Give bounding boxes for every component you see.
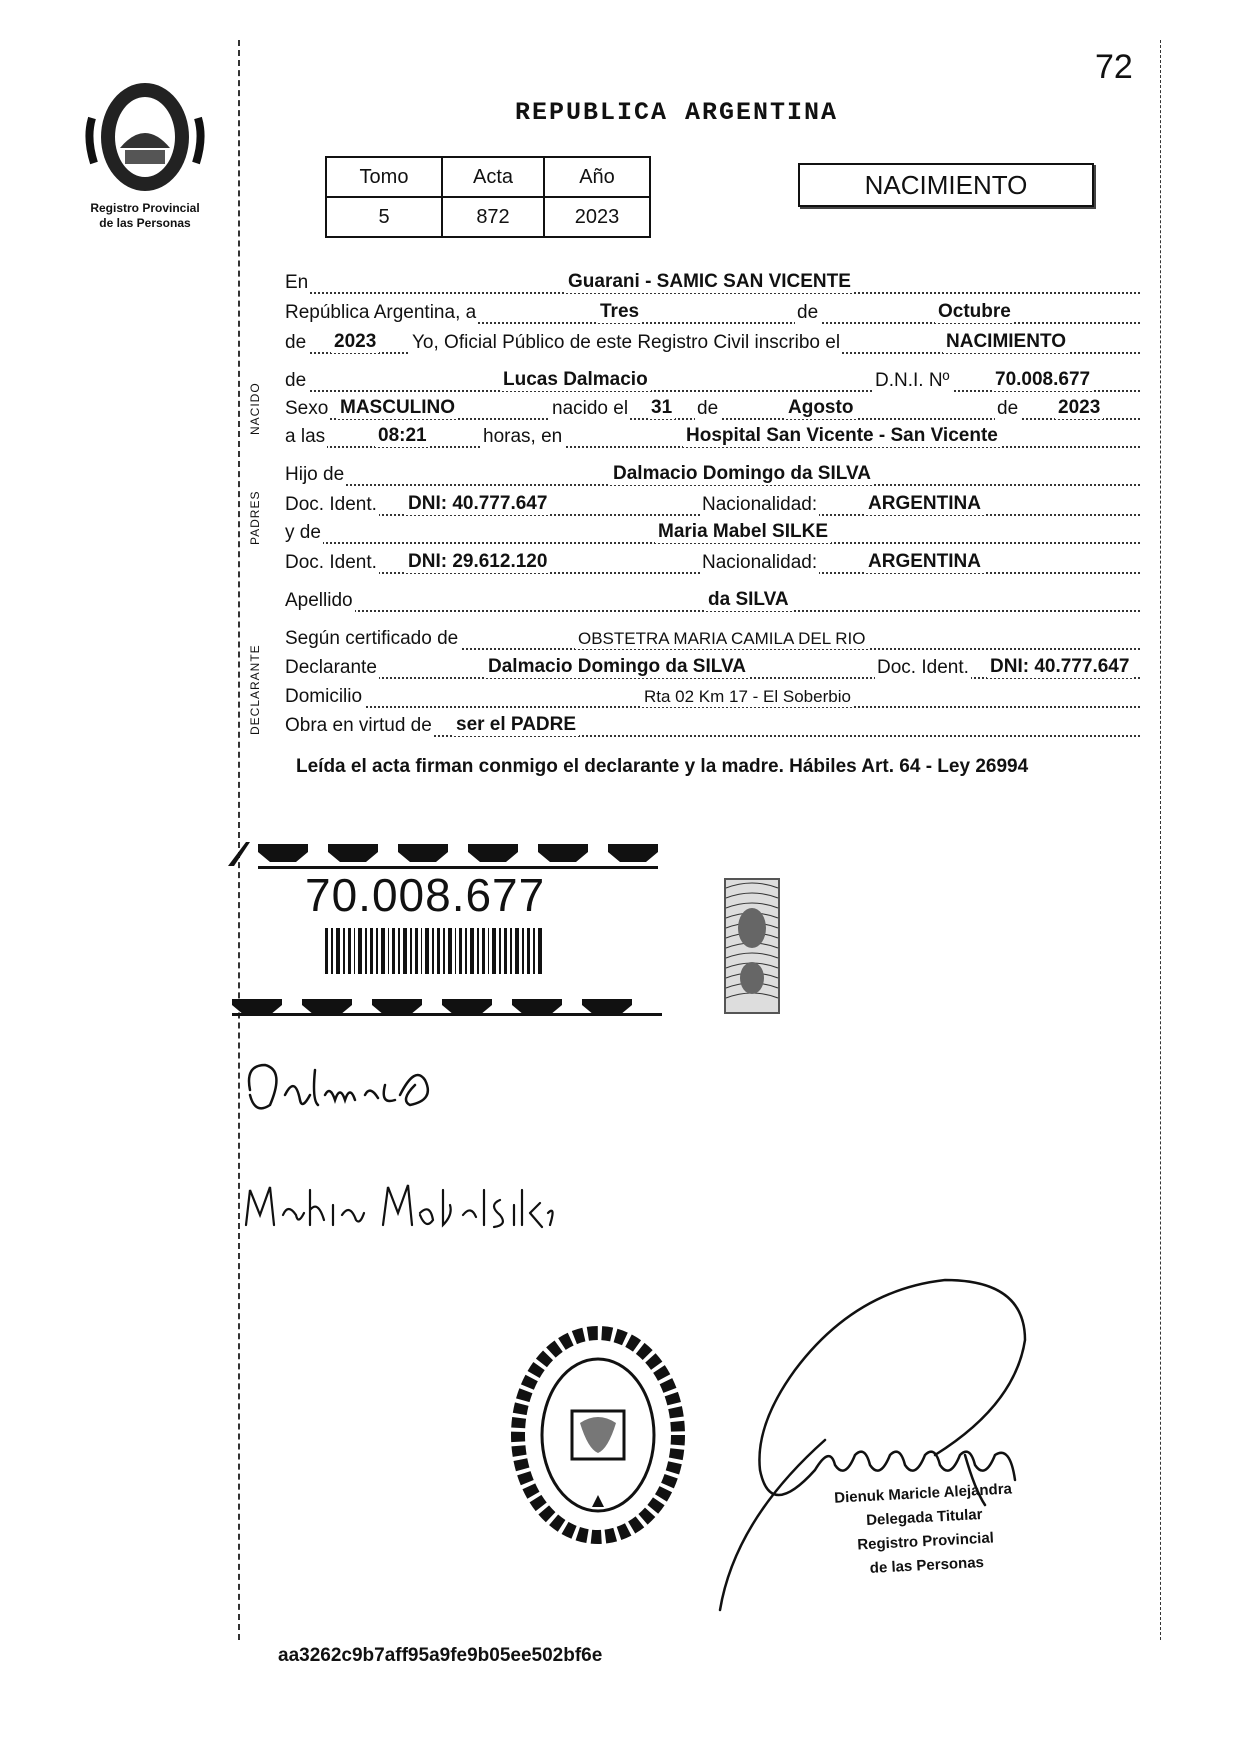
birth-day-value: 31 (648, 397, 675, 419)
declarant-value: Dalmacio Domingo da SILVA (485, 656, 749, 678)
record-type-box: NACIMIENTO (798, 163, 1094, 207)
tomo-value: 5 (326, 197, 442, 237)
table-header-acta: Acta (442, 157, 544, 197)
mother-name-value: Maria Mabel SILKE (655, 521, 831, 543)
child-dni-value: 70.008.677 (992, 369, 1093, 391)
decorative-border-top-icon (228, 838, 668, 870)
registry-logo (80, 78, 210, 228)
province-seal-icon (80, 78, 210, 196)
row-address: Domicilio Rta 02 Km 17 - El Soberbio (285, 682, 1140, 712)
row-place: En Guarani - SAMIC SAN VICENTE (285, 268, 1140, 298)
row-father-doc: Doc. Ident. DNI: 40.777.647 Nacionalidad: ARGENTINA (285, 490, 1140, 520)
declarant-doc-value: DNI: 40.777.647 (987, 656, 1132, 678)
registry-table (325, 156, 651, 238)
act-type-value: NACIMIENTO (943, 331, 1069, 353)
birth-time-value: 08:21 (375, 425, 430, 447)
row-certificate: Según certificado de OBSTETRA MARIA CAMILA DEL RIO (285, 624, 1140, 654)
father-name-value: Dalmacio Domingo da SILVA (610, 463, 874, 485)
year-written-value: 2023 (331, 331, 379, 353)
table-header-ano: Año (544, 157, 650, 197)
row-declarant: Declarante Dalmacio Domingo da SILVA Doc. Ident. DNI: 40.777.647 (285, 653, 1140, 683)
country-title: REPUBLICA ARGENTINA (515, 98, 839, 127)
row-virtue: Obra en virtud de ser el PADRE (285, 711, 1140, 741)
declarant-signature-icon (240, 1050, 490, 1120)
table-header-tomo: Tomo (326, 157, 442, 197)
right-border-line (1160, 40, 1161, 1640)
section-label-padres: PADRES (248, 490, 262, 545)
document-hash: aa3262c9b7aff95a9fe9b05ee502bf6e (278, 1645, 603, 1666)
sex-value: MASCULINO (337, 397, 458, 419)
official-role: Delegada Titular (865, 1505, 983, 1530)
birth-month-value: Agosto (785, 397, 856, 419)
child-name-value: Lucas Dalmacio (500, 369, 651, 391)
official-office-line1: Registro Provincial (856, 1529, 995, 1554)
birth-year-value: 2023 (1055, 397, 1103, 419)
row-date: República Argentina, a Tres de Octubre (285, 298, 1140, 328)
mother-nationality-value: ARGENTINA (865, 551, 984, 573)
section-label-nacido: NACIDO (248, 382, 262, 435)
page-number: 72 (1095, 48, 1133, 86)
month-written-value: Octubre (935, 301, 1014, 323)
day-written-value: Tres (597, 301, 642, 323)
id-label-number: 70.008.677 (305, 869, 546, 921)
certificate-value: OBSTETRA MARIA CAMILA DEL RIO (575, 629, 869, 649)
father-nationality-value: ARGENTINA (865, 493, 984, 515)
row-mother: y de Maria Mabel SILKE (285, 518, 1140, 548)
ano-value: 2023 (544, 197, 650, 237)
official-seal-icon (508, 1325, 688, 1545)
barcode-icon (325, 928, 545, 974)
father-doc-value: DNI: 40.777.647 (405, 493, 550, 515)
row-surname: Apellido da SILVA (285, 586, 1140, 616)
row-mother-doc: Doc. Ident. DNI: 29.612.120 Nacionalidad: ARGENTINA (285, 548, 1140, 578)
section-label-declarante: DECLARANTE (248, 644, 262, 735)
official-name: Dienuk Maricle Alejandra (833, 1480, 1013, 1507)
birth-place-value: Hospital San Vicente - San Vicente (683, 425, 1001, 447)
place-value: Guarani - SAMIC SAN VICENTE (565, 271, 854, 293)
decorative-border-bottom-icon (232, 993, 672, 1017)
virtue-value: ser el PADRE (453, 714, 579, 736)
mother-signature-icon (238, 1175, 558, 1235)
acta-value: 872 (442, 197, 544, 237)
security-hologram-icon (724, 878, 780, 1014)
address-value: Rta 02 Km 17 - El Soberbio (641, 687, 854, 707)
official-office-line2: de las Personas (869, 1553, 985, 1577)
official-title (793, 1475, 1058, 1584)
surname-value: da SILVA (705, 589, 792, 611)
closing-note: Leída el acta firman conmigo el declarante y la madre. Hábiles Art. 64 - Ley 26994 (296, 756, 1029, 777)
row-sex-birth: Sexo MASCULINO nacido el 31 de Agosto de 2023 (285, 394, 1140, 424)
logo-caption: Registro Provincial de las Personas (90, 201, 200, 230)
mother-doc-value: DNI: 29.612.120 (405, 551, 550, 573)
row-time-place: a las 08:21 horas, en Hospital San Vicente - San Vicente (285, 422, 1140, 452)
row-father: Hijo de Dalmacio Domingo da SILVA (285, 460, 1140, 490)
row-child: de Lucas Dalmacio D.N.I. Nº 70.008.677 (285, 366, 1140, 396)
row-year-act: de 2023 Yo, Oficial Público de este Registro Civil inscribo el NACIMIENTO (285, 328, 1140, 358)
